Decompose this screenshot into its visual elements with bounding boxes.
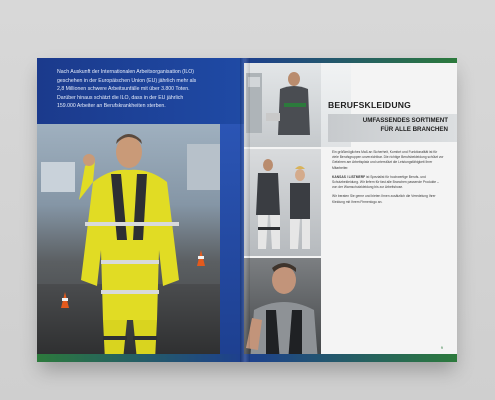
background-building (41, 162, 75, 192)
page-subtitle (336, 116, 448, 134)
bottom-color-bar (37, 354, 244, 362)
subtitle-line-1: UMFASSENDES SORTIMENT (362, 117, 448, 124)
right-page (244, 58, 457, 362)
body-text (332, 150, 444, 209)
subtitle-line-2: FÜR ALLE BRANCHEN (380, 126, 448, 133)
page-heading: BERUFSKLEIDUNG (328, 100, 412, 110)
hi-vis-worker-photo (37, 124, 220, 354)
craftsman-photo (244, 258, 321, 362)
body-paragraph-2 (332, 175, 444, 191)
intro-line-4: Darüber hinaus schätzt die ILO, dass in der EU jährlich (57, 94, 184, 101)
intro-line-3: 2,8 Millionen schwere Arbeitsunfälle mit über 3.800 Toten. (57, 86, 190, 93)
craftsman-figure (244, 258, 321, 362)
body-paragraph-1: Ein größtmögliches Maß an Sicherheit, Komfort und Funktionalität ist für viele Berufsgruppen unverzichtbar. Die richtige Berufsbekleidung schützt vor Gefahren am Arbeitsplatz und unterstützt die Leistungsfähigkeit Ihrer Mitarbeiter. (332, 150, 444, 170)
brochure-spread (37, 58, 457, 362)
intro-line-5: 159.000 Arbeiter an Berufskrankheiten sterben. (57, 103, 166, 110)
traffic-cone-icon (61, 292, 69, 308)
two-workers-photo (244, 149, 321, 256)
worker-figure (71, 130, 191, 354)
workshop-worker-figure (244, 63, 321, 147)
background-building (187, 144, 220, 190)
body-paragraph-3: Wir beraten Sie gerne und bieten Ihnen zusätzlich die Veredelung Ihrer Kleidung mit Ihrem Firmenlogo an. (332, 194, 436, 204)
body-paragraph-2-text: ist Spezialist für hochwertige Berufs- und Schutzbekleidung. Wir liefern für fast alle Branchen passende Produkte – von der Warnschutzkleidung bis zur Arbeitshose. (332, 174, 439, 190)
page-number: 9 (440, 345, 443, 350)
intro-line-1: Nach Auskunft der Internationalen Arbeitsorganisation (ILO) (57, 69, 194, 75)
brochure-spine (240, 58, 250, 362)
intro-line-2: geschehen in der Europäischen Union (EU) jährlich mehr als (57, 77, 197, 84)
intro-text-box (37, 58, 244, 124)
left-page (37, 58, 244, 362)
bottom-color-bar (244, 354, 457, 362)
brand-name: KANSAS / LISTMERF (332, 174, 366, 179)
two-workers-figure (244, 149, 321, 256)
traffic-cone-icon (197, 250, 205, 266)
workshop-worker-photo (244, 63, 321, 147)
